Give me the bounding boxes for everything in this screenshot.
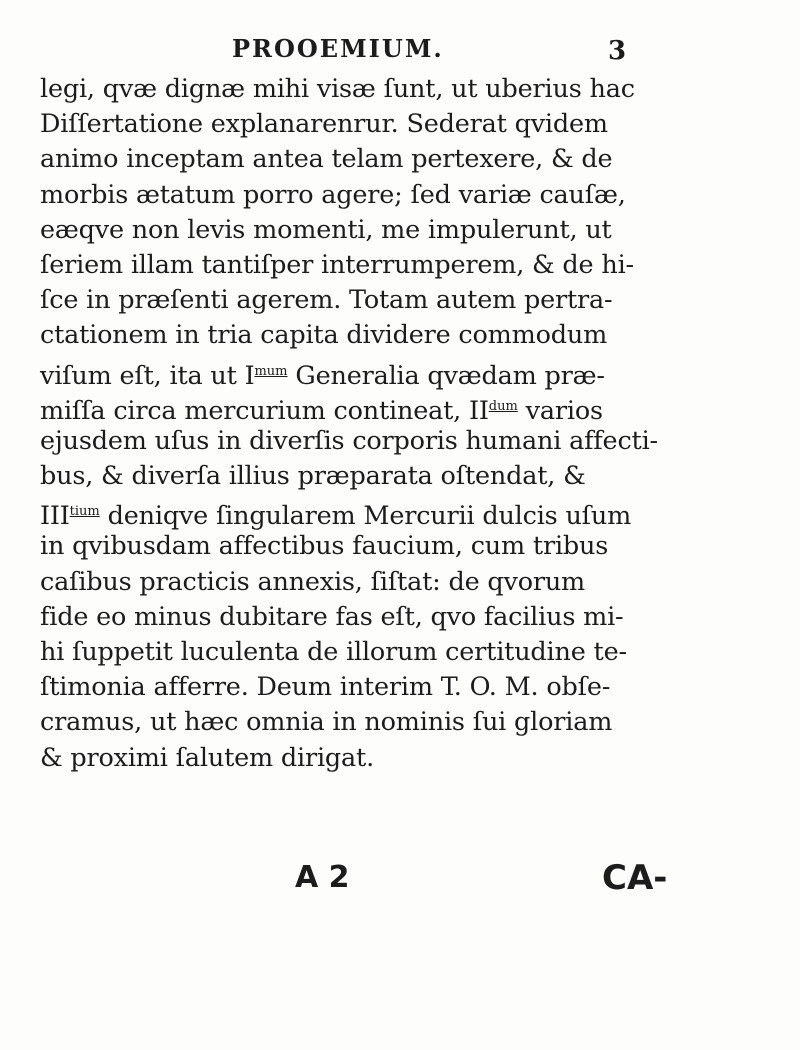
ordinal-suffix: tium bbox=[69, 504, 100, 520]
text-line: caſibus practicis annexis, ſiſtat: de qvorum bbox=[40, 566, 586, 597]
text-line: bus, & diverſa illius præparata oſtendat, & bbox=[40, 461, 586, 492]
text-line: ſtimonia afferre. Deum interim T. O. M. obſe- bbox=[40, 672, 611, 703]
ordinal-marker-second bbox=[469, 396, 518, 426]
ordinal-suffix: dum bbox=[488, 398, 518, 414]
text-line: ſeriem illam tantiſper interrumperem, & de hi- bbox=[40, 249, 634, 280]
ordinal-marker-third bbox=[40, 501, 100, 531]
running-title: PROOEMIUM. bbox=[232, 34, 444, 63]
ordinal-numeral: III bbox=[40, 501, 70, 532]
text-line: miſſa circa mercurium contineat, $II^{dum}$ varios bbox=[40, 395, 603, 426]
text-line: animo inceptam antea telam pertexere, & de bbox=[40, 144, 613, 175]
catchword: CA- bbox=[602, 858, 668, 898]
text-line: ſce in præſenti agerem. Totam autem pertra- bbox=[40, 285, 613, 316]
page-number: 3 bbox=[608, 36, 627, 66]
text-line: viſum eſt, ita ut $I^{mum}$ Generalia qvædam præ- bbox=[40, 360, 605, 391]
text-line: eæqve non levis momenti, me impulerunt, ut bbox=[40, 214, 612, 245]
ordinal-suffix: mum bbox=[254, 363, 288, 379]
text-line: morbis ætatum porro agere; ſed variæ cauſæ, bbox=[40, 179, 626, 210]
ordinal-numeral: II bbox=[469, 395, 489, 426]
text-line: ctationem in tria capita dividere commodum bbox=[40, 320, 608, 351]
text-line: hi ſuppetit luculenta de illorum certitudine te- bbox=[40, 637, 627, 667]
text-line: cramus, ut hæc omnia in nominis ſui gloriam bbox=[40, 707, 613, 738]
body-text bbox=[40, 72, 780, 776]
page-footer bbox=[0, 860, 800, 910]
running-head bbox=[0, 28, 800, 68]
text-line: legi, qvæ dignæ mihi visæ ſunt, ut uberius hac bbox=[40, 74, 635, 104]
ordinal-numeral: I bbox=[244, 360, 255, 391]
text-line: $III^{tium}$ deniqve ſingularem Mercurii dulcis uſum bbox=[40, 501, 632, 532]
text-line: & proximi ſalutem dirigat. bbox=[40, 742, 374, 773]
ordinal-marker-first bbox=[245, 361, 288, 391]
signature-mark: A 2 bbox=[295, 860, 350, 895]
text-line: in qvibusdam affectibus faucium, cum tribus bbox=[40, 531, 609, 562]
text-line: Diſſertatione explanarenrur. Sederat qvidem bbox=[40, 109, 608, 140]
text-line: ejusdem uſus in diverſis corporis humani affecti- bbox=[40, 425, 658, 456]
text-line: fide eo minus dubitare fas eſt, qvo facilius mi- bbox=[40, 601, 624, 632]
